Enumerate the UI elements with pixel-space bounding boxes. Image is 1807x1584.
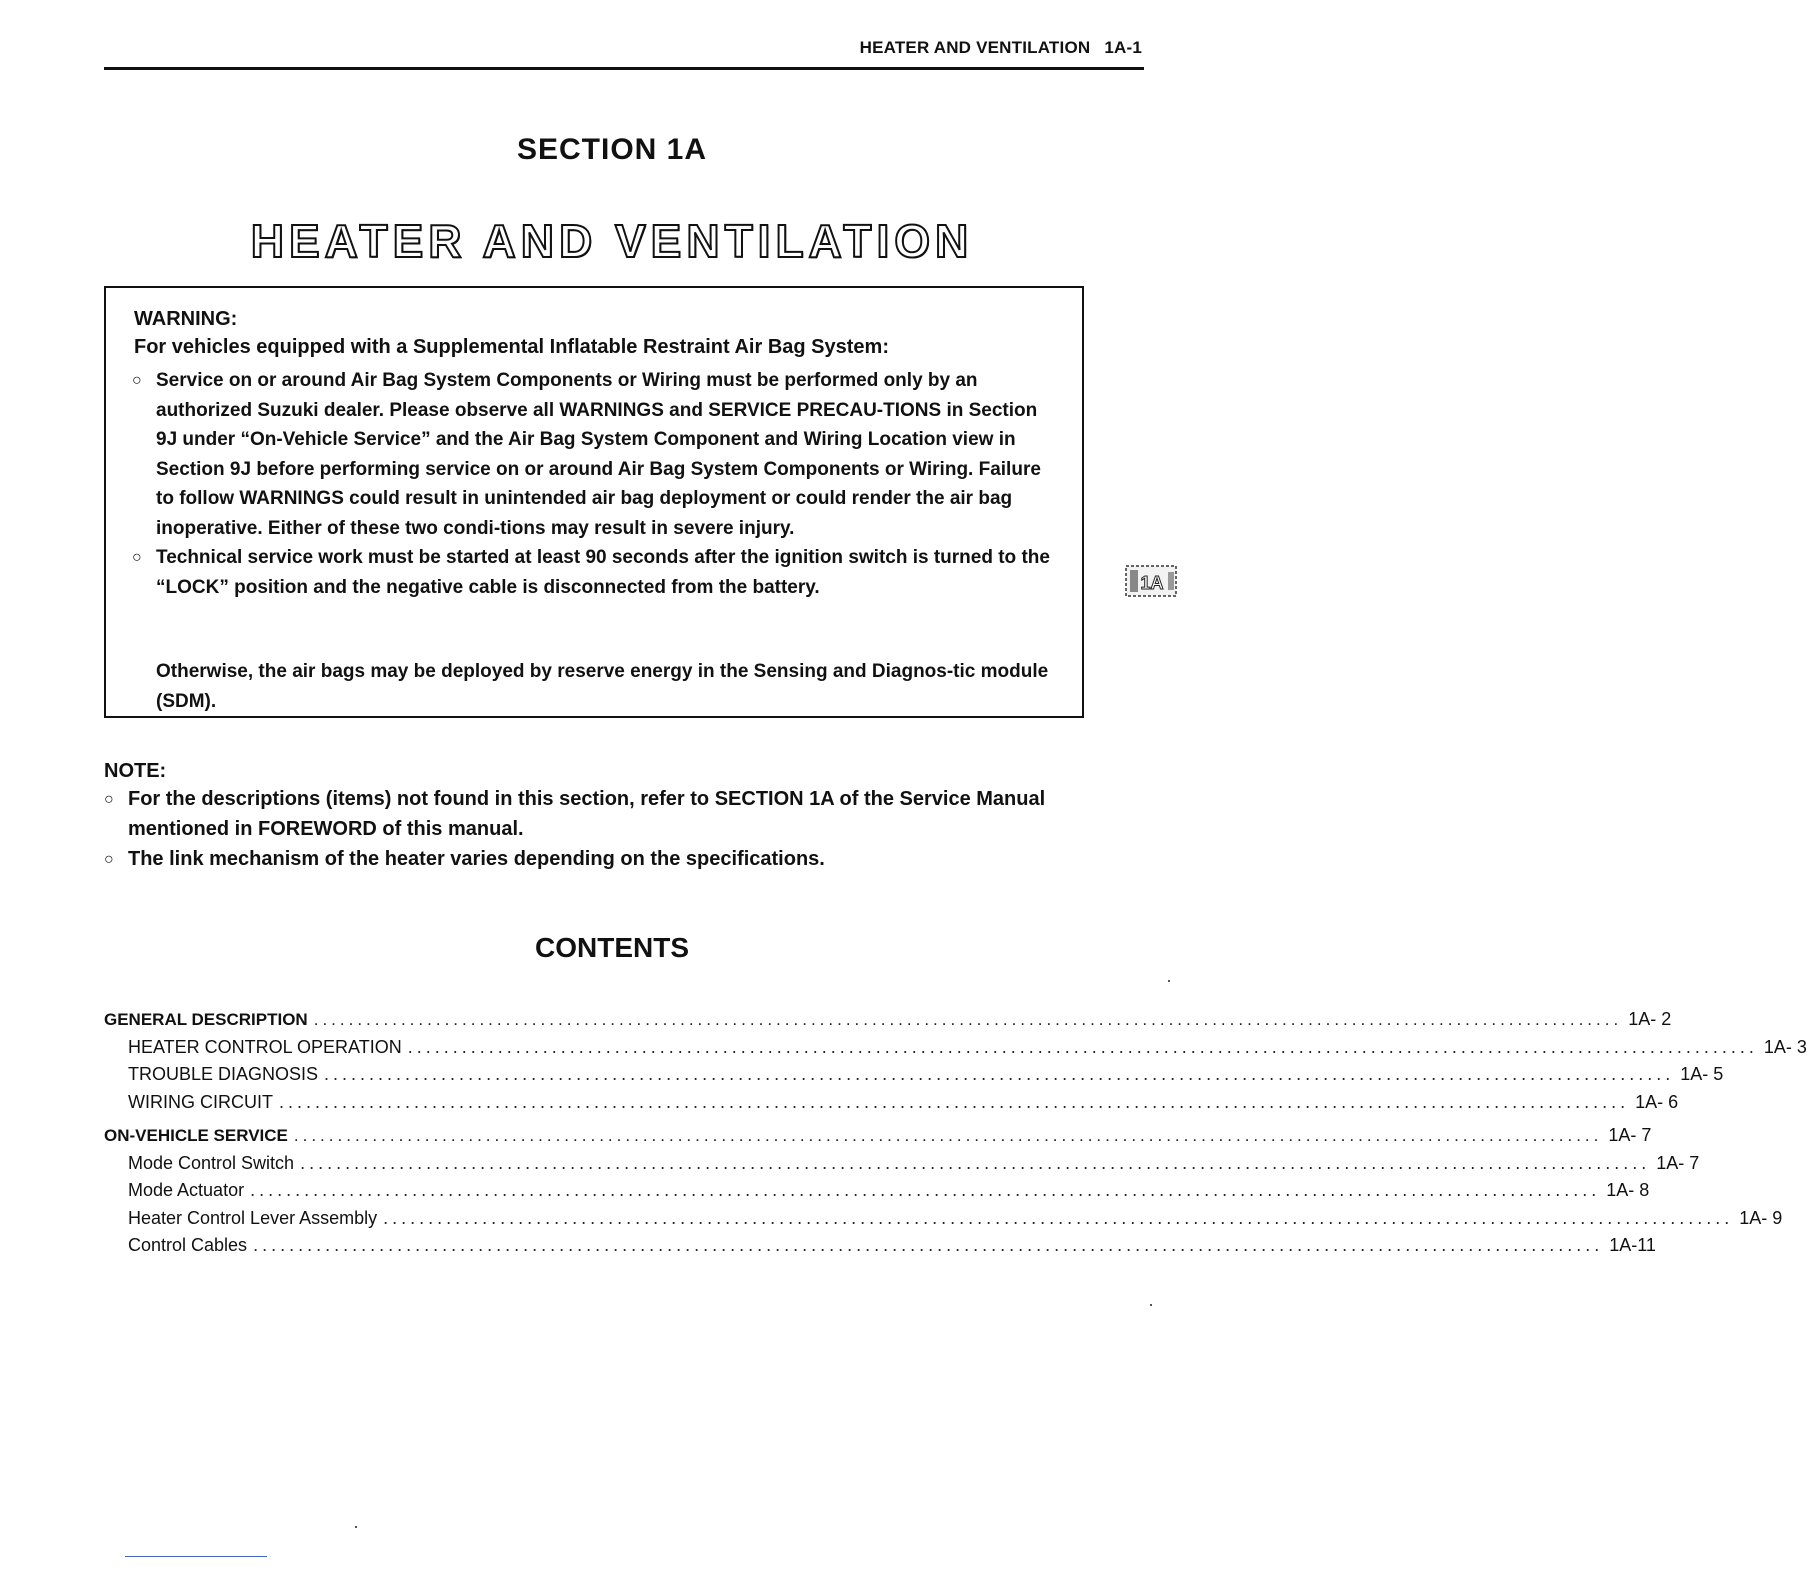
toc-entry[interactable] — [104, 1180, 1650, 1208]
toc-leader: ...................................................................................................................................................... — [383, 1207, 1734, 1228]
toc-entry-label: ON-VEHICLE SERVICE — [104, 1126, 288, 1145]
toc-entry-page: 1A-11 — [1609, 1235, 1656, 1255]
toc-entry-page: 1A- 6 — [1635, 1091, 1679, 1112]
toc-entry[interactable] — [104, 1125, 1652, 1153]
running-title: HEATER AND VENTILATION — [859, 38, 1091, 57]
section-tab-icon — [1124, 562, 1184, 602]
toc-entry-page: 1A- 5 — [1680, 1064, 1724, 1084]
toc-entry-page: 1A- 9 — [1739, 1207, 1783, 1228]
scan-speck — [1150, 1304, 1152, 1306]
page-number: 1A-1 — [1104, 38, 1142, 57]
warning-item — [132, 543, 1062, 602]
scan-speck — [355, 1526, 357, 1528]
toc-entry-page: 1A- 7 — [1656, 1152, 1700, 1173]
note-item-text: The link mechanism of the heater varies depending on the specifications. — [128, 848, 825, 870]
toc-entry-label: Heater Control Lever Assembly — [128, 1207, 378, 1228]
section-tab-graphic — [1124, 562, 1184, 602]
section-label: SECTION 1A — [516, 133, 708, 166]
page-title: HEATER AND VENTILATION — [250, 215, 974, 267]
warning-box — [104, 286, 1084, 718]
bullet-icon: ○ — [104, 851, 114, 868]
toc-entry-page: 1A- 7 — [1608, 1125, 1652, 1145]
bullet-icon: ○ — [104, 791, 114, 808]
warning-title: WARNING: — [134, 308, 238, 330]
warning-extra: Otherwise, the air bags may be deployed by reserve energy in the Sensing and Diagnos-tic module (SDM). — [156, 661, 1049, 712]
toc-entry-label: TROUBLE DIAGNOSIS — [128, 1064, 319, 1084]
toc-entry-page: 1A- 2 — [1628, 1009, 1672, 1029]
footer-line — [125, 1556, 267, 1557]
contents-title: CONTENTS — [535, 932, 689, 963]
toc-entry[interactable] — [104, 1152, 1700, 1181]
bullet-icon: ○ — [132, 549, 142, 566]
toc-leader: ...................................................................................................................................................... — [407, 1036, 1758, 1057]
side-tab-label: 1A — [1140, 573, 1164, 593]
toc-entry-page: 1A- 3 — [1763, 1036, 1807, 1057]
warning-list — [132, 366, 1062, 602]
toc-entry[interactable] — [104, 1091, 1679, 1120]
toc-entry[interactable] — [104, 1036, 1807, 1065]
warning-item-text: Service on or around Air Bag System Components or Wiring must be performed only by an authorized Suzuki dealer. Please observe all WARNINGS and SERVICE PRECAU-TIONS in Section 9J under “On-Vehicle Service” and the Air Bag System Component and Wiring Location view in Section 9J before performing service on or around Air Bag System Components or Wiring. Failure to follow WARNINGS could result in unintended air bag deployment or could render the air bag inoperative. Either of these two condi-tions may result in severe injury. — [156, 370, 1041, 539]
toc-entry[interactable] — [104, 1064, 1724, 1092]
toc-leader: ...................................................................................................................................................... — [300, 1152, 1651, 1173]
toc-entry[interactable] — [104, 1009, 1672, 1037]
note-item — [104, 784, 1148, 844]
toc-entry[interactable] — [104, 1235, 1656, 1263]
running-header — [860, 38, 1142, 58]
table-of-contents — [104, 1009, 1807, 1263]
page-header — [0, 0, 1224, 90]
toc-leader: ...................................................................................................................................................... — [278, 1091, 1630, 1112]
toc-entry-label: WIRING CIRCUIT — [128, 1091, 273, 1112]
toc-leader: ...................................................................................................................................................... — [253, 1235, 1604, 1255]
scan-speck — [1168, 980, 1170, 982]
bullet-icon: ○ — [132, 372, 142, 389]
warning-item-text: Technical service work must be started at least 90 seconds after the ignition switch is turned to the “LOCK” position and the negative cable is disconnected from the battery. — [156, 547, 1050, 598]
note-item-text: For the descriptions (items) not found in this section, refer to SECTION 1A of the Service Manual mentioned in FOREWORD of this manual. — [128, 788, 1046, 840]
toc-entry-page: 1A- 8 — [1606, 1180, 1650, 1200]
note-block — [104, 758, 1148, 874]
toc-entry-label: Mode Control Switch — [128, 1152, 295, 1173]
note-title: NOTE: — [104, 760, 167, 782]
toc-entry-label: GENERAL DESCRIPTION — [104, 1010, 308, 1029]
toc-entry-label: HEATER CONTROL OPERATION — [128, 1036, 402, 1057]
toc-entry-label: Control Cables — [128, 1235, 248, 1255]
toc-leader: ...................................................................................................................................................... — [293, 1126, 1603, 1145]
toc-leader: ...................................................................................................................................................... — [324, 1064, 1675, 1084]
toc-entry-label: Mode Actuator — [128, 1180, 245, 1200]
header-rule — [104, 67, 1144, 70]
warning-item — [132, 366, 1062, 543]
toc-leader: ...................................................................................................................................................... — [250, 1180, 1601, 1200]
toc-leader: ...................................................................................................................................................... — [313, 1010, 1623, 1029]
toc-entry[interactable] — [104, 1207, 1783, 1236]
warning-intro: For vehicles equipped with a Supplemental Inflatable Restraint Air Bag System: — [134, 336, 889, 358]
note-item — [104, 844, 1148, 874]
